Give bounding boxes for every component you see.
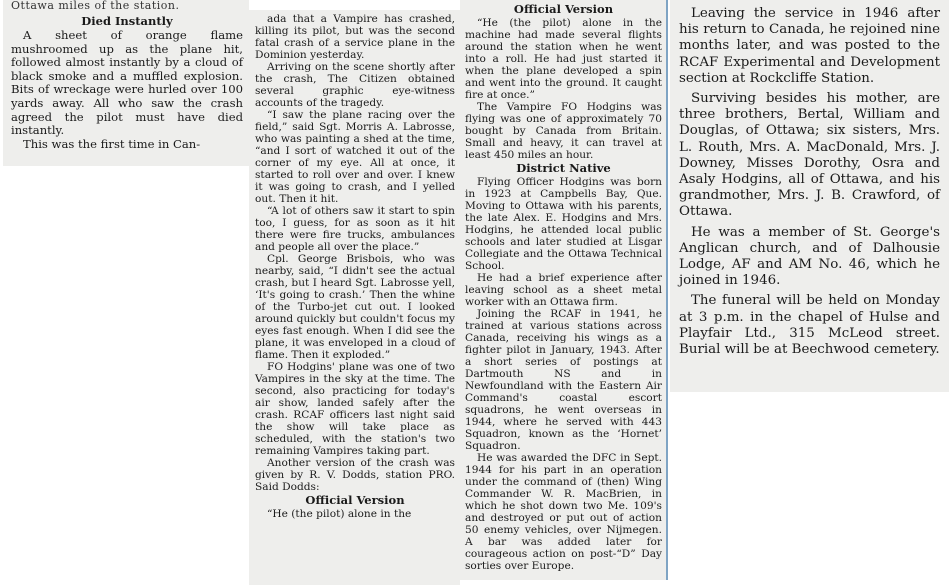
- column-2: [249, 10, 460, 585]
- article-paragraph: “I saw the plane racing over the field,” said Sgt. Morris A. Labrosse, who was painting a shed at the time, “and I sort of watched it out of the corner of my eye. All at once, it started to roll over and over. I knew it was going to crash, and I yelled out. Then it hit.: [255, 109, 455, 205]
- subheading-district-native: District Native: [516, 161, 611, 175]
- column-divider: [666, 0, 668, 580]
- article-paragraph: Flying Officer Hodgins was born in 1923 at Campbells Bay, Que. Moving to Ottawa with his parents, the late Alex. E. Hodgins and Mrs. Hodgins, he attended local public schools and later studied at Lisgar Collegiate and the Ottawa Technical School.: [465, 176, 662, 272]
- cut-off-text: Ottawa miles of the station.: [11, 0, 180, 12]
- article-paragraph: Leaving the service in 1946 after his return to Canada, he rejoined nine months later, and was posted to the RCAF Experimental and Development section at Rockcliffe Station.: [679, 6, 940, 86]
- article-paragraph: A sheet of orange flame mushroomed up as the plane hit, followed almost instantly by a cloud of black smoke and a muffled explosion. Bits of wreckage were hurled over 100 yards away. All who saw the crash agreed the pilot must have died instantly.: [11, 28, 243, 138]
- article-paragraph: The Vampire FO Hodgins was flying was one of approximately 70 bought by Canada from Britain. Small and heavy, it can travel at least 450 miles an hour.: [465, 101, 662, 161]
- article-paragraph: ada that a Vampire has crashed, killing its pilot, but was the second fatal crash of a service plane in the Dominion yesterday.: [255, 13, 455, 61]
- article-paragraph: Arriving on the scene shortly after the crash, The Citizen obtained several graphic eye-witness accounts of the tragedy.: [255, 61, 455, 109]
- article-paragraph: He was a member of St. George's Anglican church, and of Dalhousie Lodge, AF and AM No. 46, which he joined in 1946.: [679, 224, 940, 289]
- article-paragraph: Surviving besides his mother, are three brothers, Bertal, William and Douglas, of Ottawa; six sisters, Mrs. L. Routh, Mrs. A. MacDonald, Mrs. J. Downey, Misses Dorothy, Osra and Asaly Hodgins, all of Ottawa, and his grandmother, Mrs. J. B. Crawford, of Ottawa.: [679, 91, 940, 220]
- subheading-official-version: Official Version: [305, 493, 405, 507]
- article-paragraph: “He (the pilot) alone in the machine had made several flights around the station when he went into a roll. He had just started it when the plane developed a spin and went into the ground. It caught fire at once.”: [465, 17, 662, 101]
- article-paragraph: Joining the RCAF in 1941, he trained at various stations across Canada, receiving his wings as a fighter pilot in January, 1943. After a short series of postings at Dartmouth NS and in Newfoundland with the Eastern Air Command's coastal escort squadrons, he went overseas in 1944, where he served with 443 Squadron, known as the ‘Hornet’ Squadron.: [465, 308, 662, 452]
- subheading-official-version: Official Version: [513, 2, 614, 16]
- article-paragraph-cut: “He (the pilot) alone in the: [267, 508, 412, 520]
- column-3: [460, 0, 667, 580]
- article-paragraph: Another version of the crash was given by R. V. Dodds, station PRO. Said Dodds:: [255, 457, 455, 493]
- column-4: [670, 0, 949, 392]
- article-paragraph: He had a brief experience after leaving school as a sheet metal worker with an Ottawa firm.: [465, 272, 662, 308]
- column-1: [3, 0, 249, 166]
- article-paragraph: He was awarded the DFC in Sept. 1944 for his part in an operation under the command of (then) Wing Commander W. R. MacBrien, in which he shot down two Me. 109's and destroyed or put out of action 50 enemy vehicles, over Nijmegen. A bar was added later for courageous action on post-“D” Day sorties over Europe.: [465, 452, 662, 572]
- article-paragraph: This was the first time in Can-: [23, 136, 201, 151]
- article-paragraph: “A lot of others saw it start to spin too, I guess, for as soon as it hit there were fire trucks, ambulances and people all over the place.”: [255, 205, 455, 253]
- subheading-died-instantly: Died Instantly: [81, 14, 173, 28]
- article-paragraph: Cpl. George Brisbois, who was nearby, said, “I didn't see the actual crash, but I heard Sgt. Labrosse yell, ‘It's going to crash.’ Then the whine of the Turbo-jet cut out. I looked around quickly but couldn't focus my eyes fast enough. When I did see the plane, it was enveloped in a cloud of flame. Then it exploded.”: [255, 253, 455, 361]
- article-paragraph: The funeral will be held on Monday at 3 p.m. in the chapel of Hulse and Playfair Ltd., 315 McLeod street. Burial will be at Beechwood cemetery.: [679, 293, 940, 358]
- article-paragraph: FO Hodgins' plane was one of two Vampires in the sky at the time. The second, also practicing for today's air show, landed safely after the crash. RCAF officers last night said the show will take place as scheduled, with the station's two remaining Vampires taking part.: [255, 361, 455, 457]
